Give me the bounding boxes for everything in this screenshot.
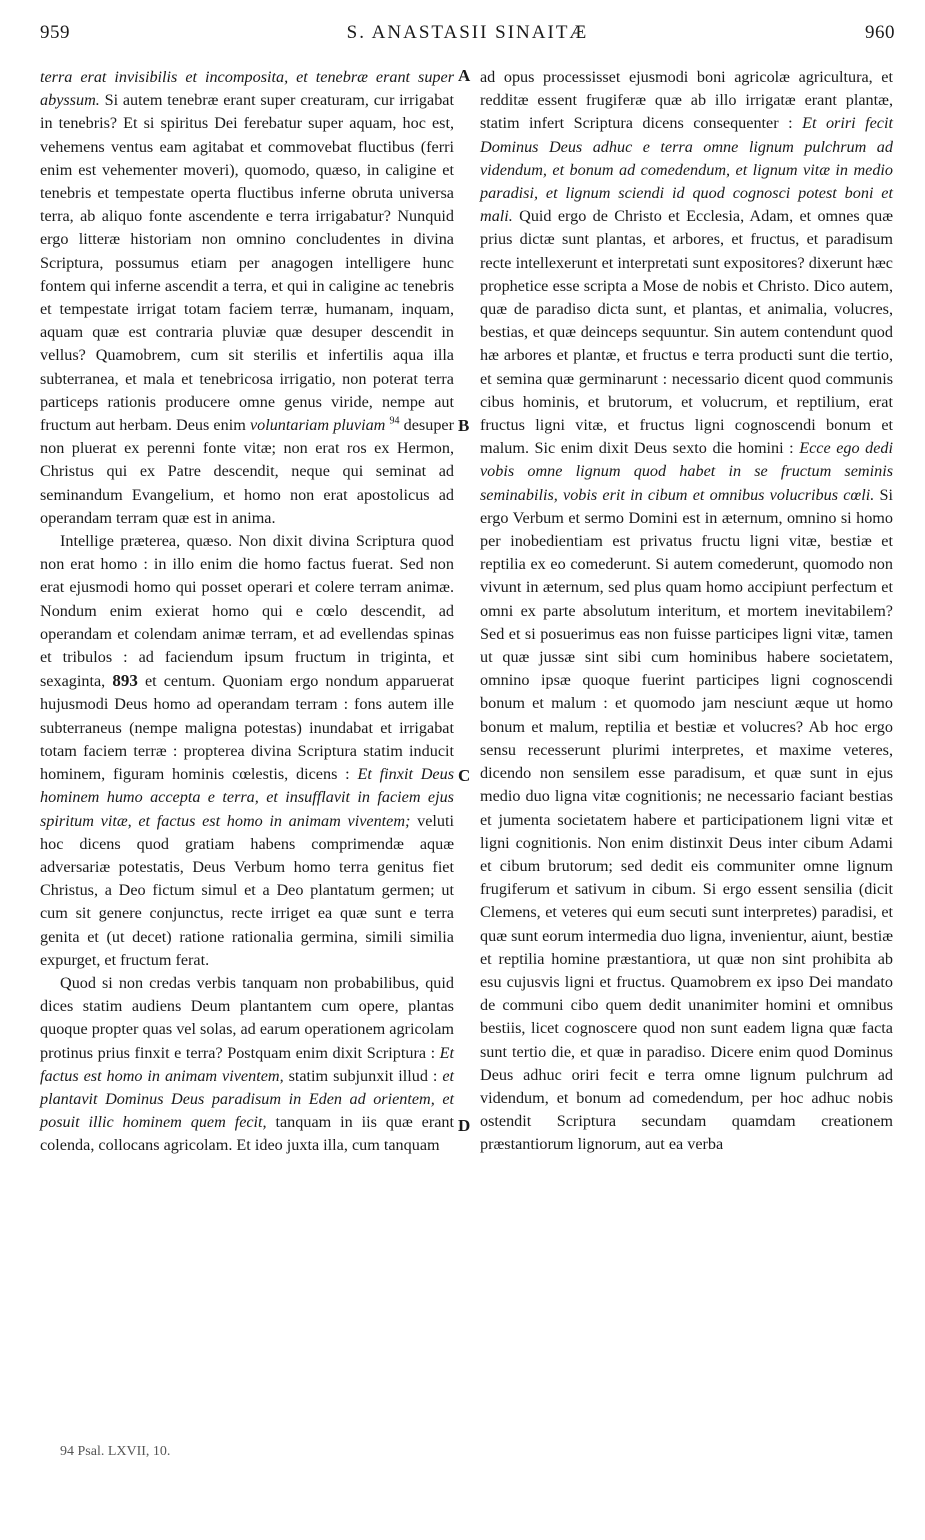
footnote-reference: 94 [389,415,400,427]
page-header [40,22,895,52]
margin-marker-c: C [458,766,471,785]
body-text: Quod si non credas verbis tanquam non probabilibus, quid dices statim audiens Deum plantantem cum opere, plantas quoque propter quas vel solas, ad earum operationem agricolam protinus prius finxit e terra? Postquam enim dixit Scriptura : [40,973,454,1062]
right-column [480,66,893,1157]
body-text: ad opus processisset ejusmodi boni agricolæ agricultura, et redditæ essent frugiferæ quæ ab illo irrigatæ erant plantæ, statim infert Scriptura dicens consequenter : [480,68,893,133]
left-paragraph-1 [40,66,454,530]
scripture-quote: voluntariam pluviam [249,416,386,435]
margin-marker-b: B [458,416,470,435]
right-paragraph-1 [480,66,893,1157]
column-number: 893 [112,671,138,691]
body-text: Quid ergo de Christo et Ecclesia, Adam, et omnes quæ prius dictæ sunt plantas, et arbores, et fructus, et paradisum recte intellexerunt et interpretati sunt expositores? dixerunt hæc prophetice esse scripta a Mose de nobis et Christo. Dico autem, quæ de paradiso dicta sunt, et plantas, et animalia, volucres, bestias, et quæ deinceps sequuntur. Sin autem contendunt quod hæ arbores et plantæ, et fructus e terra producti sunt die tertio, et semina quæ germinarunt : necessario dicent quod communis cibus hominis, et brutorum, et volucrum, et reptilium, erat fructus ligni vitæ, et fructus ligni cognoscendi bonum et malum. Sic enim dixit Deus sexto die homini : [480,207,893,458]
scripture-quote: Et finxit Deus hominem humo accepta e terra, et insufflavit in faciem ejus spiritum vitæ, et factus est homo in animam viventem; [40,765,455,830]
margin-marker-a: A [458,66,471,85]
body-text: tanquam in iis quæ erant colenda, collocans agricolam. Et ideo juxta illa, cum tanquam [40,1113,454,1155]
page-number-left: 959 [40,22,70,43]
body-text: et centum. Quoniam ergo nondum apparuerat hujusmodi Deus homo ad operandam terram : fons autem ille subterraneus (nempe maligna potestas) inundabat et irrigabat totam faciem terræ : propterea divina Scriptura statim inducit hominem, figuram hominis cœlestis, dicens : [40,672,454,784]
body-text: Si ergo Verbum et sermo Domini est in æternum, omnino si homo per inobedientiam est privatus fructu ligni vitæ, bestiæ et reptilia ex eo comederunt. Si autem comederunt, quomodo non vivunt in æternum, sed plus quam homo accipiunt perfectum et omni ex parte absolutum interitum, et mortem inevitabilem? Sed et si posuerimus eas non fuisse participes ligni vitæ, tamen ut quæ jussæ sint sibi cum hominibus habere societatem, omnino ipsæ quoque fuerint participes ligni cognoscendi bonum et malum : et quomodo jam nesciunt æque ut homo bonum et malum, reptilia et bestiæ et volucres? Ab hoc ergo sensu recesserunt plurimi interpretes, et maxime veteres, dicendo non sensilem esse paradisum, et quæ sunt in ejus medio duo ligna vitæ cognitionis; ne necessario faciant bestias et jumenta societatem habere et participationem ligni vitæ et ligni cognitionis. Non enim distinxit Deus inter cibum Adami et cibum brutorum; sed dedit eis communiter omne lignum frugiferum et sativum in cibum. Si ergo essent sensilia (dicit Clemens, et veteres qui eum secuti sunt interpretes) paradisi, et quæ sunt eorum intermedia duo ligna, invenientur, aiunt, bestiæ et reptilia homine præstantiora, ut quæ non sint prohibita ab esu cujusvis ligni et fructus. Quamobrem ex ipso Dei mandato de communi cibo quem dedit unanimiter homini et omnibus bestiis, licet cognoscere quod non sunt eadem ligna quæ facta sunt tertio die, et quæ in paradiso. Dicere enim quod Dominus Deus adhuc oriri fecit e terra omne lignum pulchrum ad videndum, et bonum ad comedendum, per hoc adhuc nobis ostendit Scriptura secundam quamdam creationem præstantiorum lignorum, aut ea verba [480,485,894,1154]
body-text: statim subjunxit illud : [288,1066,438,1085]
body-text: veluti hoc dicens quod gratiam habens comprimendæ aquæ adversariæ potestatis, Deus Verbum homo terra genitus fiet Christus, a Deo fictum simul et a Deo plantatum germen; ut cum sit genere conjunctus, recte irriget ea quæ sunt e terra genita et (ut decet) ratione rationalia germina, simili similia expurget, et fructum ferat. [40,811,455,969]
body-text: Intellige præterea, quæso. Non dixit divina Scriptura quod non erat homo : in illo enim die homo factus fuerat. Sed non erat ejusmodi homo qui posset operari et colere terram animæ. Nondum enim exierat homo qui e cœlo descendit, ad operandam et colendam animæ terram, et ad evellendas spinas et tribulos : ad faciendum ipsum fructum in triginta, et sexaginta, [40,532,454,691]
footnote: 94 Psal. LXVII, 10. [60,1444,171,1459]
scripture-quote: terra erat invisibilis et incomposita, et tenebræ erant super abyssum. [40,68,454,110]
scripture-quote: et plantavit Dominus Deus paradisum in Eden ad orientem, et posuit illic hominem quem fecit, [40,1066,455,1132]
scripture-quote: Et factus est homo in animam viventem, [40,1043,455,1085]
running-title: S. ANASTASII SINAITÆ [346,22,589,43]
left-paragraph-2 [40,530,454,972]
body-text: Si autem tenebræ erant super creaturam, cur irrigabat in tenebris? Et si spiritus Dei ferebatur super aquam, hoc est, vehemens ventus eam agitabat et commovebat fluctibus (ferri enim est vehementer moveri), quomodo, quæso, in caligine et tenebris et tempestate operta fluctibus inferne obruta universa terra, ab aliquo fonte ascendente e terra irrigabatur? Nunquid ergo litteræ historiam non omnino concludentes in divina Scriptura, possumus etiam per anagogen intelligere hunc fontem qui inferne ascendit a terra, et qui in caligine ac tenebris et tempestate irrigat totam faciem terræ, humanam, inquam, aquam quæ est contraria pluviæ quæ desuper descendit in vellus? Quamobrem, cum sit sterilis et infertilis aqua illa subterranea, et mala et tenebricosa irrigatio, non poterat terra particeps rationis producere omne genus viride, nempe aut fructum aut herbam. Deus enim [40,91,454,435]
page-number-right: 960 [865,22,895,43]
body-text: desuper non pluerat ex perenni fonte vitæ; non erat ros ex Hermon, Christus qui ex Patre descendit, neque qui seminat ad seminandum Evangelium, et homo non erat apostolicus ad operandam terram quæ est in anima. [40,416,454,527]
left-paragraph-3 [40,972,454,1158]
left-column [40,66,454,1158]
scripture-quote: Et oriri fecit Dominus Deus adhuc e terra omne lignum pulchrum ad videndum, et bonum ad comedendum, et lignum vitæ in medio paradisi, et lignum sciendi id quod cognosci potest boni et mali. [480,114,893,226]
margin-marker-d: D [458,1116,471,1135]
scripture-quote: Ecce ego dedi vobis omne lignum quod habet in se fructum seminis seminabilis, vobis erit in cibum et omnibus volucribus cœli. [480,439,893,504]
